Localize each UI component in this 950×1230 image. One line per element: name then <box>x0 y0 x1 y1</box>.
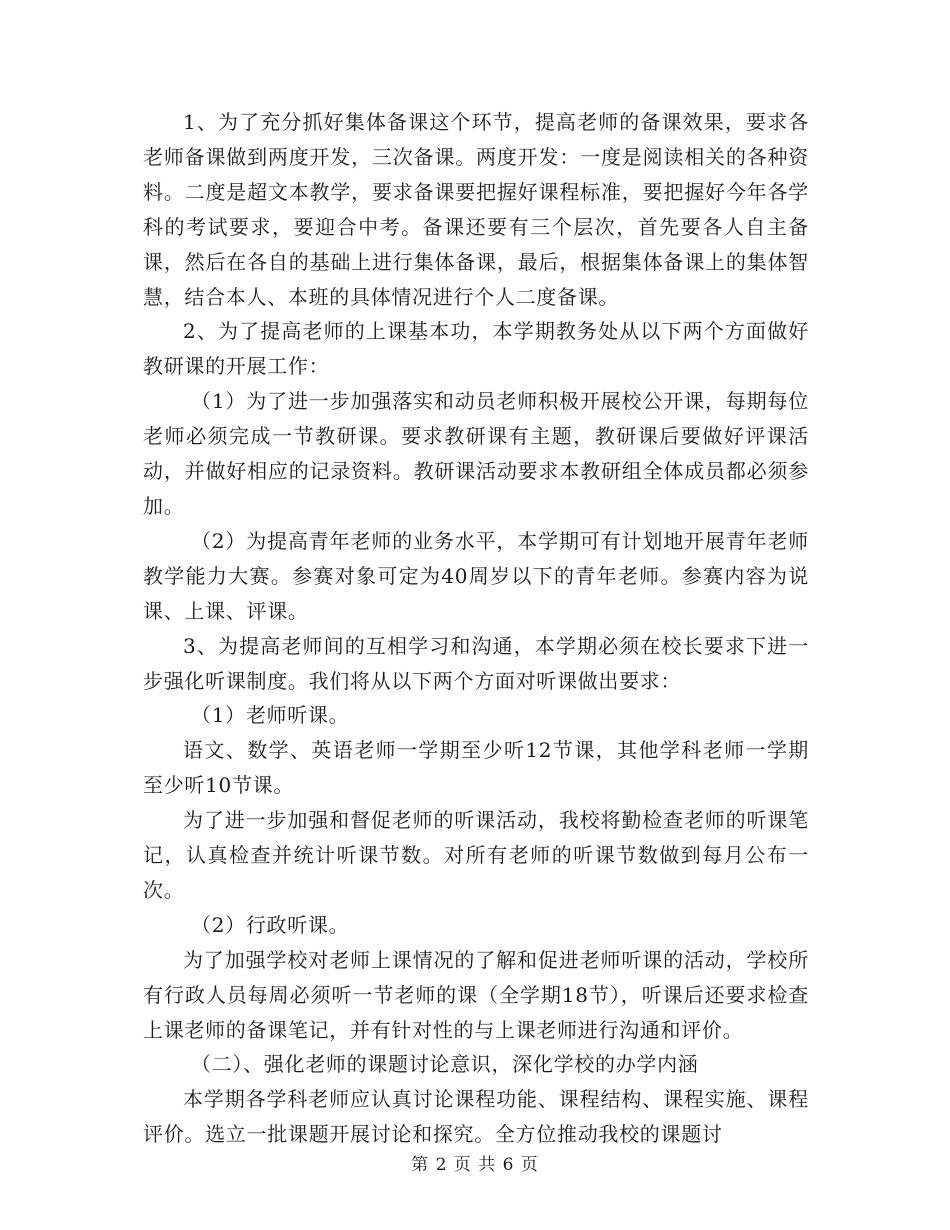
paragraph-young-teachers: （2）为提高青年老师的业务水平，本学期可有计划地开展青年老师教学能力大赛。参赛对象可定为40周岁以下的青年老师。参赛内容为说课、上课、评课。 <box>143 528 809 623</box>
paragraph-teaching-skills: 2、为了提高老师的上课基本功，本学期教务处从以下两个方面做好教研课的开展工作： <box>143 319 809 379</box>
page-number-footer: 第 2 页 共 6 页 <box>411 1155 539 1175</box>
heading-admin-observation: （2）行政听课。 <box>191 912 350 937</box>
paragraph-observation-count: 语文、数学、英语老师一学期至少听12节课，其他学科老师一学期至少听10节课。 <box>143 738 809 798</box>
paragraph-open-class: （1）为了进一步加强落实和动员老师积极开展校公开课，每期每位老师必须完成一节教研课。要求教研课有主题，教研课后要做好评课活动，并做好相应的记录资料。教研课活动要求本教研组全体成员都必须参加。 <box>143 389 809 518</box>
paragraph-lecture-system: 3、为提高老师间的互相学习和沟通，本学期必须在校长要求下进一步强化听课制度。我们将从以下两个方面对听课做出要求： <box>143 633 809 693</box>
paragraph-research: 本学期各学科老师应认真讨论课程功能、课程结构、课程实施、课程评价。选立一批课题开展讨论和探究。全方位推动我校的课题讨 <box>143 1087 809 1147</box>
document-body <box>143 105 809 1152</box>
paragraph-admin-observation: 为了加强学校对老师上课情况的了解和促进老师听课的活动，学校所有行政人员每周必须听一节老师的课（全学期18节），听课后还要求检查上课老师的备课笔记，并有针对性的与上课老师进行沟通和评价。 <box>143 947 809 1042</box>
heading-teacher-observation: （1）老师听课。 <box>191 703 350 728</box>
paragraph-lesson-prep: 1、为了充分抓好集体备课这个环节，提高老师的备课效果，要求各老师备课做到两度开发，三次备课。两度开发：一度是阅读相关的各种资料。二度是超文本教学，要求备课要把握好课程标准，要把握好今年各学科的考试要求，要迎合中考。备课还要有三个层次，首先要各人自主备课，然后在各自的基础上进行集体备课，最后，根据集体备课上的集体智慧，结合本人、本班的具体情况进行个人二度备课。 <box>143 110 809 309</box>
section-heading-research: （二）、强化老师的课题讨论意识，深化学校的办学内涵 <box>191 1052 699 1077</box>
paragraph-observation-check: 为了进一步加强和督促老师的听课活动，我校将勤检查老师的听课笔记，认真检查并统计听课节数。对所有老师的听课节数做到每月公布一次。 <box>143 808 809 902</box>
